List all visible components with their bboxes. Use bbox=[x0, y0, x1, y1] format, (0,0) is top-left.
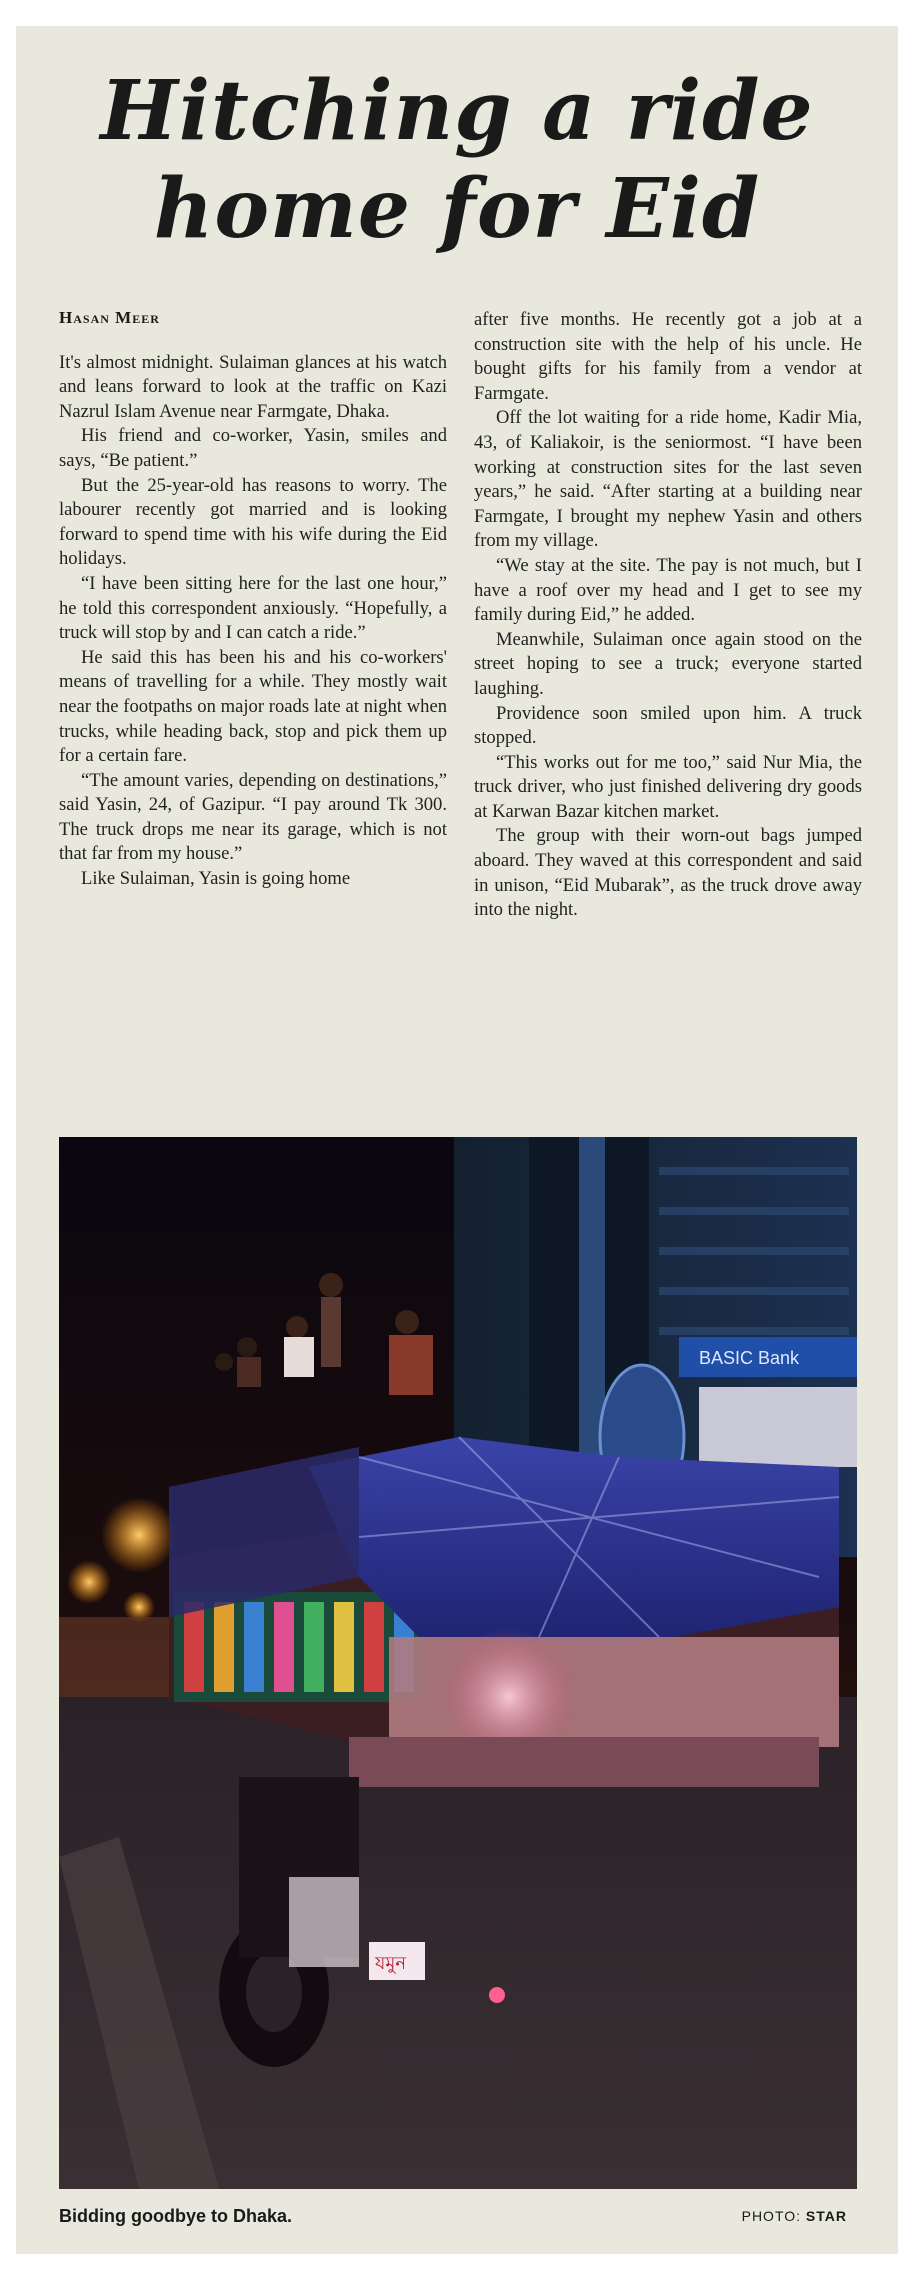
street-light bbox=[101, 1497, 177, 1573]
bangla-signboard bbox=[699, 1387, 857, 1467]
bank-sign-text: BASIC Bank bbox=[699, 1348, 800, 1368]
photo-credit-source: STAR bbox=[805, 2208, 847, 2224]
paragraph: after five months. He recently got a job at a construction site with the help of his uncle. He bought gifts for his family from a vendor at Farmgate. bbox=[474, 309, 862, 404]
paragraph: “I have been sitting here for the last one hour,” he told this correspondent anxiously. “Hopefully, a truck will stop by and I can catch a ride.” bbox=[59, 572, 447, 644]
distant-traffic bbox=[59, 1617, 169, 1697]
paragraph: Like Sulaiman, Yasin is going home bbox=[81, 868, 351, 890]
painted-truck-panel bbox=[174, 1592, 424, 1702]
truck-night-photo bbox=[59, 1137, 857, 2189]
photo-credit bbox=[742, 2208, 847, 2224]
article-column-left bbox=[59, 306, 447, 892]
street-light bbox=[67, 1560, 111, 1604]
paragraph: “This works out for me too,” said Nur Mia, the truck driver, who just finished delivering dry goods at Karwan Bazar kitchen market. bbox=[474, 751, 862, 822]
paragraph: He said this has been his and his co-workers' means of travelling for a while. They mostly wait near the footpaths on major roads late at night when trucks, while heading back, stop and pick them up for a certain fare. bbox=[59, 646, 447, 767]
tail-light bbox=[489, 1987, 505, 2003]
paragraph: Providence soon smiled upon him. A truck stopped. bbox=[474, 702, 862, 749]
paragraph: “We stay at the site. The pay is not much, but I have a roof over my head and I get to see my family during Eid,” he added. bbox=[474, 554, 862, 626]
article-column-right bbox=[474, 308, 862, 923]
headline-line-2: home for Eid bbox=[153, 161, 761, 257]
headline bbox=[16, 62, 898, 258]
byline: Hasan Meer bbox=[59, 308, 160, 327]
headline-line-1: Hitching a ride bbox=[100, 63, 814, 159]
photo-credit-label: PHOTO: bbox=[741, 2208, 802, 2224]
paragraph: Meanwhile, Sulaiman once again stood on the street hoping to see a truck; everyone started laughing. bbox=[474, 628, 862, 699]
photo-caption: Bidding goodbye to Dhaka. bbox=[59, 2206, 292, 2226]
truck-bumper bbox=[349, 1737, 819, 1787]
paragraph: His friend and co-worker, Yasin, smiles and says, “Be patient.” bbox=[59, 425, 447, 471]
paragraph: “The amount varies, depending on destinations,” said Yasin, 24, of Gazipur. “I pay around Tk 300. The truck drops me near its garage, which is not that far from my house.” bbox=[59, 769, 447, 865]
mud-flap bbox=[289, 1877, 359, 1967]
paragraph: It's almost midnight. Sulaiman glances at his watch and leans forward to look at the traffic on Kazi Nazrul Islam Avenue near Farmgate, Dhaka. bbox=[59, 351, 447, 422]
paragraph: Off the lot waiting for a ride home, Kadir Mia, 43, of Kaliakoir, is the seniormost. “I have been working at construction sites for the last seven years,” he said. “After starting at a building near Farmgate, I brought my nephew Yasin and others from my village. bbox=[474, 407, 862, 552]
license-plate-text: যমুন bbox=[375, 1953, 407, 1974]
paragraph: But the 25-year-old has reasons to worry. The labourer recently got married and is looking forward to spend time with his wife during the Eid holidays. bbox=[59, 474, 447, 570]
paragraph: The group with their worn-out bags jumped aboard. They waved at this correspondent and said in unison, “Eid Mubarak”, as the truck drove away into the night. bbox=[474, 825, 862, 921]
newspaper-page bbox=[16, 26, 898, 2254]
